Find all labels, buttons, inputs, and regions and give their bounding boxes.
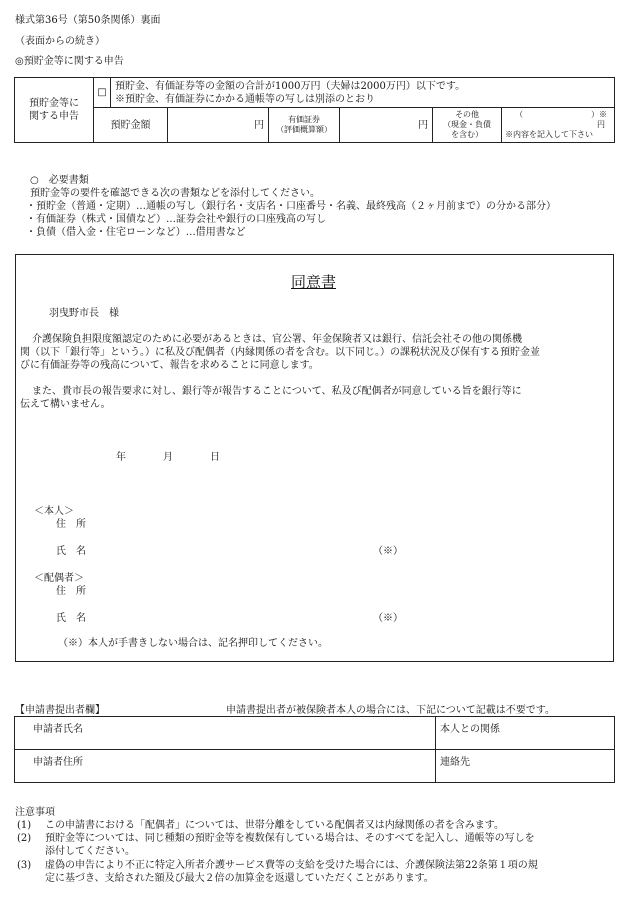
self-address-label: 住 所	[56, 519, 86, 530]
consent-form	[15, 254, 614, 662]
savings-row-label: 預貯金等に 関する申告	[15, 78, 94, 143]
spouse-label: ＜配偶者＞	[34, 573, 84, 584]
continued-note: （表面からの続き）	[15, 36, 105, 47]
note-number: (3)	[17, 860, 32, 871]
consent-title: 同意書	[291, 273, 337, 291]
consent-paragraph-1-line: 介護保険負担限度額認定のために必要があるときは、官公署、年金保険者又は銀行、信託会社その他の関係機	[32, 334, 522, 345]
securities-amount-field[interactable]: 円	[340, 108, 433, 143]
relation-field[interactable]: 本人との関係	[436, 717, 615, 750]
deposit-label: 預貯金額	[94, 108, 168, 143]
applicant-address-field[interactable]: 申請者住所	[15, 750, 436, 783]
applicant-table	[14, 716, 615, 783]
note-line: 虚偽の申告により不正に特定入所者介護サービス費等の支給を受けた場合には、介護保険法第22条第１項の規	[45, 860, 538, 871]
form-number: 様式第36号（第50条関係）裏面	[15, 15, 161, 26]
note-line: 預貯金等については、同じ種類の預貯金等を複数保有している場合は、そのすべてを記入し、通帳等の写しを	[45, 833, 535, 844]
notes-title: 注意事項	[15, 807, 55, 818]
contact-field[interactable]: 連絡先	[436, 750, 615, 783]
date-year-label: 年	[116, 452, 126, 463]
note-line: この申請書における「配偶者」については、世帯分離をしている配偶者又は内縁関係の者を含みます。	[45, 820, 504, 831]
consent-footnote: （※）本人が手書きしない場合は、記名押印してください。	[58, 638, 328, 649]
other-note: ※内容を記入して下さい	[505, 130, 594, 139]
self-mark: （※）	[373, 546, 403, 557]
note-line: 定に基づき、支給された額及び最大２倍の加算金を返還していただくことがあります。	[45, 873, 434, 884]
spouse-name-label: 氏 名	[56, 613, 86, 624]
declaration-checkbox[interactable]: □	[94, 78, 111, 108]
self-name-label: 氏 名	[56, 546, 86, 557]
required-docs-item: ・預貯金（普通・定期）…通帳の写し（銀行名・支店名・口座番号・名義、最終残高（２ヶ月前まで）の分かる部分）	[26, 201, 556, 212]
consent-addressee: 羽曳野市長 様	[49, 308, 119, 319]
note-line: 添付してください。	[45, 846, 135, 857]
other-amount-field[interactable]: （ ）※ 円 ※内容を記入して下さい	[502, 108, 615, 143]
consent-paragraph-1-line: 関（以下「銀行等」という。）に私及び配偶者（内縁関係の者を含む。以下同じ。）の課税状況及び保有する預貯金並	[20, 347, 540, 358]
consent-paragraph-2-line: 伝えて構いません。	[20, 399, 111, 410]
required-docs-title: ○ 必要書類	[30, 175, 89, 186]
note-number: (1)	[17, 820, 32, 831]
note-number: (2)	[17, 833, 32, 844]
securities-label: 有価証券 （評価概算額）	[269, 108, 340, 143]
self-label: ＜本人＞	[34, 506, 74, 517]
spouse-mark: （※）	[373, 613, 403, 624]
savings-declaration-table	[14, 77, 615, 143]
applicant-section-title: 【申請書提出者欄】	[15, 705, 105, 716]
deposit-amount-field[interactable]: 円	[168, 108, 269, 143]
date-month-label: 月	[163, 452, 173, 463]
applicant-section-note: 申請書提出者が被保険者本人の場合には、下記について記載は不要です。	[226, 705, 555, 716]
required-docs-intro: 預貯金等の要件を確認できる次の書類などを添付してください。	[30, 188, 320, 199]
date-day-label: 日	[210, 452, 220, 463]
consent-paragraph-1-line: びに有価証券等の残高について、報告を求めることに同意します。	[20, 360, 319, 371]
section-title: ◎預貯金等に関する申告	[15, 56, 124, 67]
required-docs-item: ・負債（借入金・住宅ローンなど）…借用書など	[26, 227, 246, 238]
declaration-text: 預貯金、有価証券等の金額の合計が1000万円（夫婦は2000万円）以下です。 ※預貯金、有価証券にかかる通帳等の写しは別添のとおり	[111, 78, 615, 108]
required-docs-item: ・有価証券（株式・国債など）…証券会社や銀行の口座残高の写し	[26, 214, 326, 225]
other-label: その他 （現金・負債 を含む）	[433, 108, 502, 143]
spouse-address-label: 住 所	[56, 586, 86, 597]
applicant-name-field[interactable]: 申請者氏名	[15, 717, 436, 750]
consent-paragraph-2-line: また、貴市長の報告要求に対し、銀行等が報告することについて、私及び配偶者が同意している旨を銀行等に	[32, 386, 522, 397]
